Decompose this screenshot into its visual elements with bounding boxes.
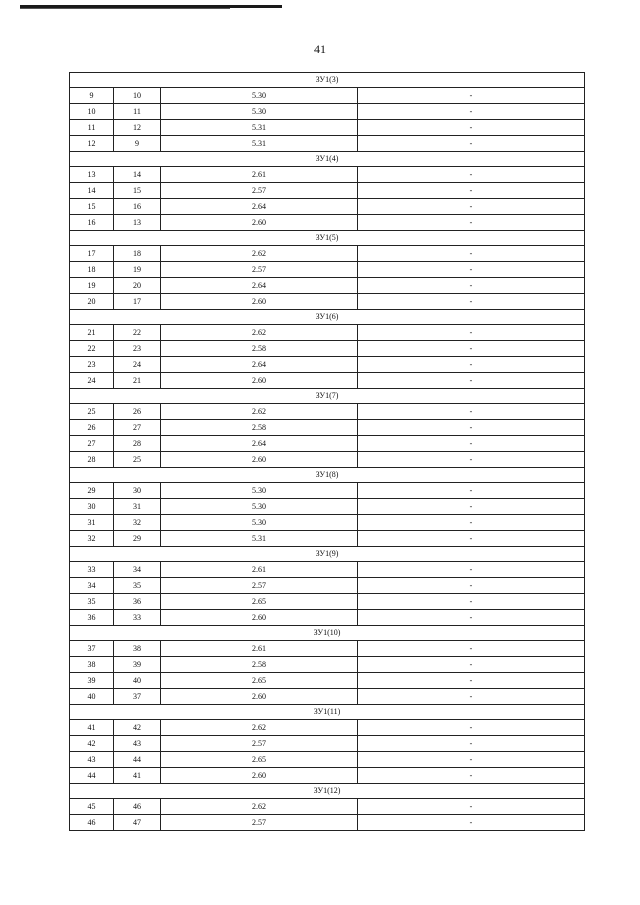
note-cell: - xyxy=(358,657,585,673)
note-cell: - xyxy=(358,815,585,831)
group-header-row xyxy=(70,231,585,246)
point-to-cell: 42 xyxy=(114,720,161,736)
note-cell: - xyxy=(358,436,585,452)
note-cell: - xyxy=(358,562,585,578)
note-cell: - xyxy=(358,673,585,689)
point-to-cell: 29 xyxy=(114,531,161,547)
table-row xyxy=(70,325,585,341)
length-cell: 2.60 xyxy=(161,373,358,389)
group-title: ЗУ1(9) xyxy=(70,547,585,562)
table-row xyxy=(70,452,585,468)
note-cell: - xyxy=(358,736,585,752)
point-from-cell: 20 xyxy=(70,294,114,310)
note-cell: - xyxy=(358,641,585,657)
table-row xyxy=(70,88,585,104)
note-cell: - xyxy=(358,262,585,278)
table-row xyxy=(70,689,585,705)
point-to-cell: 14 xyxy=(114,167,161,183)
group-title: ЗУ1(10) xyxy=(70,626,585,641)
point-to-cell: 17 xyxy=(114,294,161,310)
point-from-cell: 26 xyxy=(70,420,114,436)
point-from-cell: 37 xyxy=(70,641,114,657)
length-cell: 2.65 xyxy=(161,673,358,689)
point-from-cell: 18 xyxy=(70,262,114,278)
table-row xyxy=(70,594,585,610)
point-from-cell: 42 xyxy=(70,736,114,752)
point-to-cell: 9 xyxy=(114,136,161,152)
point-to-cell: 35 xyxy=(114,578,161,594)
group-header-row xyxy=(70,626,585,641)
point-from-cell: 29 xyxy=(70,483,114,499)
length-cell: 5.30 xyxy=(161,499,358,515)
length-cell: 2.57 xyxy=(161,183,358,199)
group-header-row xyxy=(70,547,585,562)
table-row xyxy=(70,641,585,657)
table-row xyxy=(70,578,585,594)
table-row xyxy=(70,562,585,578)
note-cell: - xyxy=(358,120,585,136)
point-from-cell: 21 xyxy=(70,325,114,341)
note-cell: - xyxy=(358,357,585,373)
point-from-cell: 22 xyxy=(70,341,114,357)
point-to-cell: 30 xyxy=(114,483,161,499)
point-from-cell: 36 xyxy=(70,610,114,626)
point-from-cell: 13 xyxy=(70,167,114,183)
note-cell: - xyxy=(358,88,585,104)
group-title: ЗУ1(11) xyxy=(70,705,585,720)
length-cell: 2.58 xyxy=(161,657,358,673)
length-cell: 2.64 xyxy=(161,436,358,452)
point-from-cell: 38 xyxy=(70,657,114,673)
point-from-cell: 17 xyxy=(70,246,114,262)
group-title: ЗУ1(4) xyxy=(70,152,585,167)
note-cell: - xyxy=(358,325,585,341)
group-header-row xyxy=(70,389,585,404)
length-cell: 2.60 xyxy=(161,689,358,705)
table-row xyxy=(70,104,585,120)
length-cell: 5.31 xyxy=(161,136,358,152)
table-row xyxy=(70,515,585,531)
note-cell: - xyxy=(358,531,585,547)
point-from-cell: 44 xyxy=(70,768,114,784)
length-cell: 2.64 xyxy=(161,357,358,373)
table-row xyxy=(70,499,585,515)
group-header-row xyxy=(70,310,585,325)
group-header-row xyxy=(70,705,585,720)
group-header-row xyxy=(70,73,585,88)
table-row xyxy=(70,799,585,815)
length-cell: 2.61 xyxy=(161,167,358,183)
group-title: ЗУ1(12) xyxy=(70,784,585,799)
note-cell: - xyxy=(358,294,585,310)
table-row xyxy=(70,420,585,436)
point-from-cell: 30 xyxy=(70,499,114,515)
note-cell: - xyxy=(358,404,585,420)
note-cell: - xyxy=(358,610,585,626)
length-cell: 2.64 xyxy=(161,278,358,294)
length-cell: 2.57 xyxy=(161,815,358,831)
table-body xyxy=(70,73,585,831)
point-to-cell: 10 xyxy=(114,88,161,104)
length-cell: 2.62 xyxy=(161,799,358,815)
point-to-cell: 20 xyxy=(114,278,161,294)
point-to-cell: 44 xyxy=(114,752,161,768)
length-cell: 2.62 xyxy=(161,404,358,420)
point-to-cell: 11 xyxy=(114,104,161,120)
length-cell: 2.65 xyxy=(161,752,358,768)
point-from-cell: 45 xyxy=(70,799,114,815)
point-to-cell: 15 xyxy=(114,183,161,199)
table-row xyxy=(70,278,585,294)
note-cell: - xyxy=(358,373,585,389)
length-cell: 2.58 xyxy=(161,420,358,436)
point-from-cell: 34 xyxy=(70,578,114,594)
note-cell: - xyxy=(358,483,585,499)
point-to-cell: 37 xyxy=(114,689,161,705)
point-to-cell: 21 xyxy=(114,373,161,389)
length-cell: 5.31 xyxy=(161,531,358,547)
note-cell: - xyxy=(358,752,585,768)
point-to-cell: 24 xyxy=(114,357,161,373)
point-to-cell: 43 xyxy=(114,736,161,752)
note-cell: - xyxy=(358,167,585,183)
table-row xyxy=(70,120,585,136)
table-row xyxy=(70,752,585,768)
table-row xyxy=(70,436,585,452)
note-cell: - xyxy=(358,104,585,120)
point-from-cell: 9 xyxy=(70,88,114,104)
length-cell: 2.60 xyxy=(161,610,358,626)
group-title: ЗУ1(8) xyxy=(70,468,585,483)
table-row xyxy=(70,199,585,215)
length-cell: 2.62 xyxy=(161,720,358,736)
length-cell: 2.60 xyxy=(161,452,358,468)
table-row xyxy=(70,341,585,357)
point-from-cell: 32 xyxy=(70,531,114,547)
point-to-cell: 12 xyxy=(114,120,161,136)
point-from-cell: 25 xyxy=(70,404,114,420)
point-from-cell: 24 xyxy=(70,373,114,389)
table-row xyxy=(70,262,585,278)
note-cell: - xyxy=(358,499,585,515)
point-to-cell: 47 xyxy=(114,815,161,831)
point-to-cell: 22 xyxy=(114,325,161,341)
table-row xyxy=(70,167,585,183)
note-cell: - xyxy=(358,720,585,736)
point-from-cell: 27 xyxy=(70,436,114,452)
table-row xyxy=(70,215,585,231)
point-from-cell: 15 xyxy=(70,199,114,215)
group-header-row xyxy=(70,468,585,483)
point-from-cell: 33 xyxy=(70,562,114,578)
note-cell: - xyxy=(358,515,585,531)
length-cell: 5.31 xyxy=(161,120,358,136)
length-cell: 2.57 xyxy=(161,736,358,752)
point-to-cell: 13 xyxy=(114,215,161,231)
note-cell: - xyxy=(358,799,585,815)
point-from-cell: 35 xyxy=(70,594,114,610)
table-row xyxy=(70,136,585,152)
group-title: ЗУ1(6) xyxy=(70,310,585,325)
length-cell: 2.60 xyxy=(161,215,358,231)
table-row xyxy=(70,531,585,547)
group-title: ЗУ1(5) xyxy=(70,231,585,246)
header-rule-thin xyxy=(20,8,230,9)
length-cell: 2.57 xyxy=(161,262,358,278)
table-row xyxy=(70,294,585,310)
point-from-cell: 10 xyxy=(70,104,114,120)
table-row xyxy=(70,404,585,420)
table-row xyxy=(70,768,585,784)
group-header-row xyxy=(70,784,585,799)
point-to-cell: 18 xyxy=(114,246,161,262)
note-cell: - xyxy=(358,768,585,784)
note-cell: - xyxy=(358,578,585,594)
table-row xyxy=(70,373,585,389)
point-from-cell: 43 xyxy=(70,752,114,768)
group-title: ЗУ1(7) xyxy=(70,389,585,404)
table-row xyxy=(70,357,585,373)
group-title: ЗУ1(3) xyxy=(70,73,585,88)
point-to-cell: 28 xyxy=(114,436,161,452)
point-from-cell: 41 xyxy=(70,720,114,736)
group-header-row xyxy=(70,152,585,167)
point-to-cell: 32 xyxy=(114,515,161,531)
point-to-cell: 19 xyxy=(114,262,161,278)
note-cell: - xyxy=(358,215,585,231)
length-cell: 2.64 xyxy=(161,199,358,215)
point-to-cell: 38 xyxy=(114,641,161,657)
note-cell: - xyxy=(358,278,585,294)
table-row xyxy=(70,815,585,831)
length-cell: 5.30 xyxy=(161,88,358,104)
table-row xyxy=(70,736,585,752)
note-cell: - xyxy=(358,452,585,468)
table-row xyxy=(70,483,585,499)
point-to-cell: 27 xyxy=(114,420,161,436)
table-row xyxy=(70,610,585,626)
point-to-cell: 39 xyxy=(114,657,161,673)
length-cell: 2.65 xyxy=(161,594,358,610)
point-from-cell: 40 xyxy=(70,689,114,705)
table-row xyxy=(70,183,585,199)
point-to-cell: 25 xyxy=(114,452,161,468)
note-cell: - xyxy=(358,246,585,262)
point-from-cell: 19 xyxy=(70,278,114,294)
length-cell: 2.61 xyxy=(161,641,358,657)
point-to-cell: 23 xyxy=(114,341,161,357)
point-from-cell: 28 xyxy=(70,452,114,468)
length-cell: 5.30 xyxy=(161,483,358,499)
length-cell: 2.58 xyxy=(161,341,358,357)
length-cell: 5.30 xyxy=(161,515,358,531)
note-cell: - xyxy=(358,136,585,152)
point-to-cell: 26 xyxy=(114,404,161,420)
segment-length-table xyxy=(69,72,585,831)
point-to-cell: 34 xyxy=(114,562,161,578)
table-row xyxy=(70,246,585,262)
point-from-cell: 12 xyxy=(70,136,114,152)
point-from-cell: 46 xyxy=(70,815,114,831)
table-row xyxy=(70,673,585,689)
page-number: 41 xyxy=(314,42,326,56)
point-to-cell: 41 xyxy=(114,768,161,784)
point-to-cell: 36 xyxy=(114,594,161,610)
point-from-cell: 31 xyxy=(70,515,114,531)
length-cell: 2.62 xyxy=(161,325,358,341)
length-cell: 2.60 xyxy=(161,768,358,784)
table-row xyxy=(70,657,585,673)
point-from-cell: 14 xyxy=(70,183,114,199)
length-cell: 2.60 xyxy=(161,294,358,310)
note-cell: - xyxy=(358,689,585,705)
length-cell: 5.30 xyxy=(161,104,358,120)
note-cell: - xyxy=(358,420,585,436)
point-to-cell: 46 xyxy=(114,799,161,815)
length-cell: 2.62 xyxy=(161,246,358,262)
point-from-cell: 39 xyxy=(70,673,114,689)
note-cell: - xyxy=(358,199,585,215)
point-to-cell: 40 xyxy=(114,673,161,689)
point-to-cell: 31 xyxy=(114,499,161,515)
length-cell: 2.57 xyxy=(161,578,358,594)
length-cell: 2.61 xyxy=(161,562,358,578)
point-to-cell: 33 xyxy=(114,610,161,626)
note-cell: - xyxy=(358,183,585,199)
point-from-cell: 11 xyxy=(70,120,114,136)
point-from-cell: 23 xyxy=(70,357,114,373)
note-cell: - xyxy=(358,341,585,357)
point-to-cell: 16 xyxy=(114,199,161,215)
point-from-cell: 16 xyxy=(70,215,114,231)
note-cell: - xyxy=(358,594,585,610)
table-row xyxy=(70,720,585,736)
